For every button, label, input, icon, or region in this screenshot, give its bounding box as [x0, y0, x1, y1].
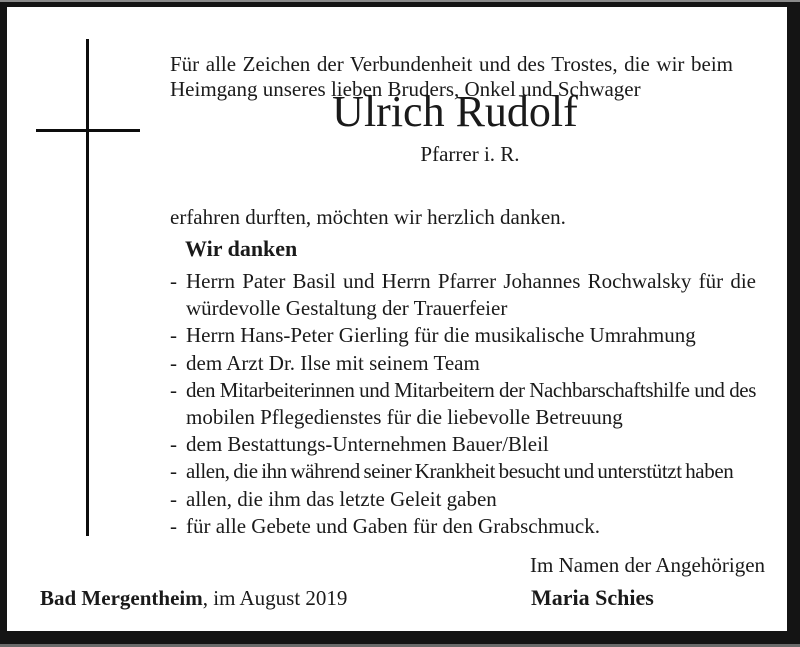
intro-line-2: Heimgang unseres lieben Bruders, Onkel und Schwager	[170, 76, 641, 101]
thanks-item-5	[170, 431, 756, 458]
thanks-item-6	[170, 458, 756, 485]
thanks-item-2	[170, 322, 756, 349]
bullet-dash: -	[170, 350, 177, 375]
intro-line-1: Für alle Zeichen der Verbundenheit und des Trostes, die wir beim	[170, 52, 733, 76]
deceased-title: Pfarrer i. R.	[420, 142, 520, 166]
deceased-name: Ulrich Rudolf	[332, 87, 578, 136]
thanks-item-8	[170, 513, 756, 540]
dateline-place: Bad Mergentheim	[40, 586, 203, 610]
bullet-dash: -	[170, 269, 177, 293]
thanks-item-6-line-1: allen, die ihn während seiner Krankheit besucht und unterstützt haben	[186, 459, 734, 484]
thanks-item-7	[170, 486, 756, 513]
bullet-dash: -	[170, 323, 177, 348]
cross-vertical-bar	[86, 39, 89, 536]
bullet-dash: -	[170, 486, 177, 511]
bullet-dash: -	[170, 459, 177, 484]
thanks-item-4-line-1: den Mitarbeiterinnen und Mitarbeitern der Nachbarschaftshilfe und des	[186, 377, 756, 402]
thanks-item-5-line-1: dem Bestattungs-Unternehmen Bauer/Bleil	[186, 432, 549, 457]
cross-horizontal-bar	[36, 129, 140, 132]
scan-edge-top	[0, 0, 800, 2]
bullet-dash: -	[170, 377, 177, 402]
thanks-item-2-line-1: Herrn Hans-Peter Gierling für die musikalische Umrahmung	[186, 323, 696, 348]
closing-text: erfahren durften, möchten wir herzlich danken.	[170, 205, 566, 229]
thanks-item-4-line-2: mobilen Pflegedienstes für die liebevolle Betreuung	[186, 405, 623, 430]
signature-name: Maria Schies	[531, 585, 654, 610]
thanks-item-8-line-1: für alle Gebete und Gaben für den Grabschmuck.	[186, 513, 601, 538]
thanks-item-4	[170, 377, 756, 431]
dateline	[40, 586, 347, 611]
dateline-date: , im August 2019	[202, 586, 348, 610]
thanks-heading: Wir danken	[185, 236, 298, 261]
thanks-item-1-line-2: würdevolle Gestaltung der Trauerfeier	[186, 296, 508, 321]
thanks-item-7-line-1: allen, die ihm das letzte Geleit gaben	[186, 486, 497, 511]
thanks-item-3-line-1: dem Arzt Dr. Ilse mit seinem Team	[186, 350, 480, 375]
signature-on-behalf: Im Namen der Angehörigen	[530, 553, 766, 577]
thanks-list	[170, 268, 756, 540]
bullet-dash: -	[170, 513, 177, 538]
thanks-item-1	[170, 268, 756, 322]
thanks-item-3	[170, 350, 756, 377]
bullet-dash: -	[170, 432, 177, 457]
thanks-item-1-line-1: Herrn Pater Basil und Herrn Pfarrer Johannes Rochwalsky für die	[186, 269, 756, 293]
